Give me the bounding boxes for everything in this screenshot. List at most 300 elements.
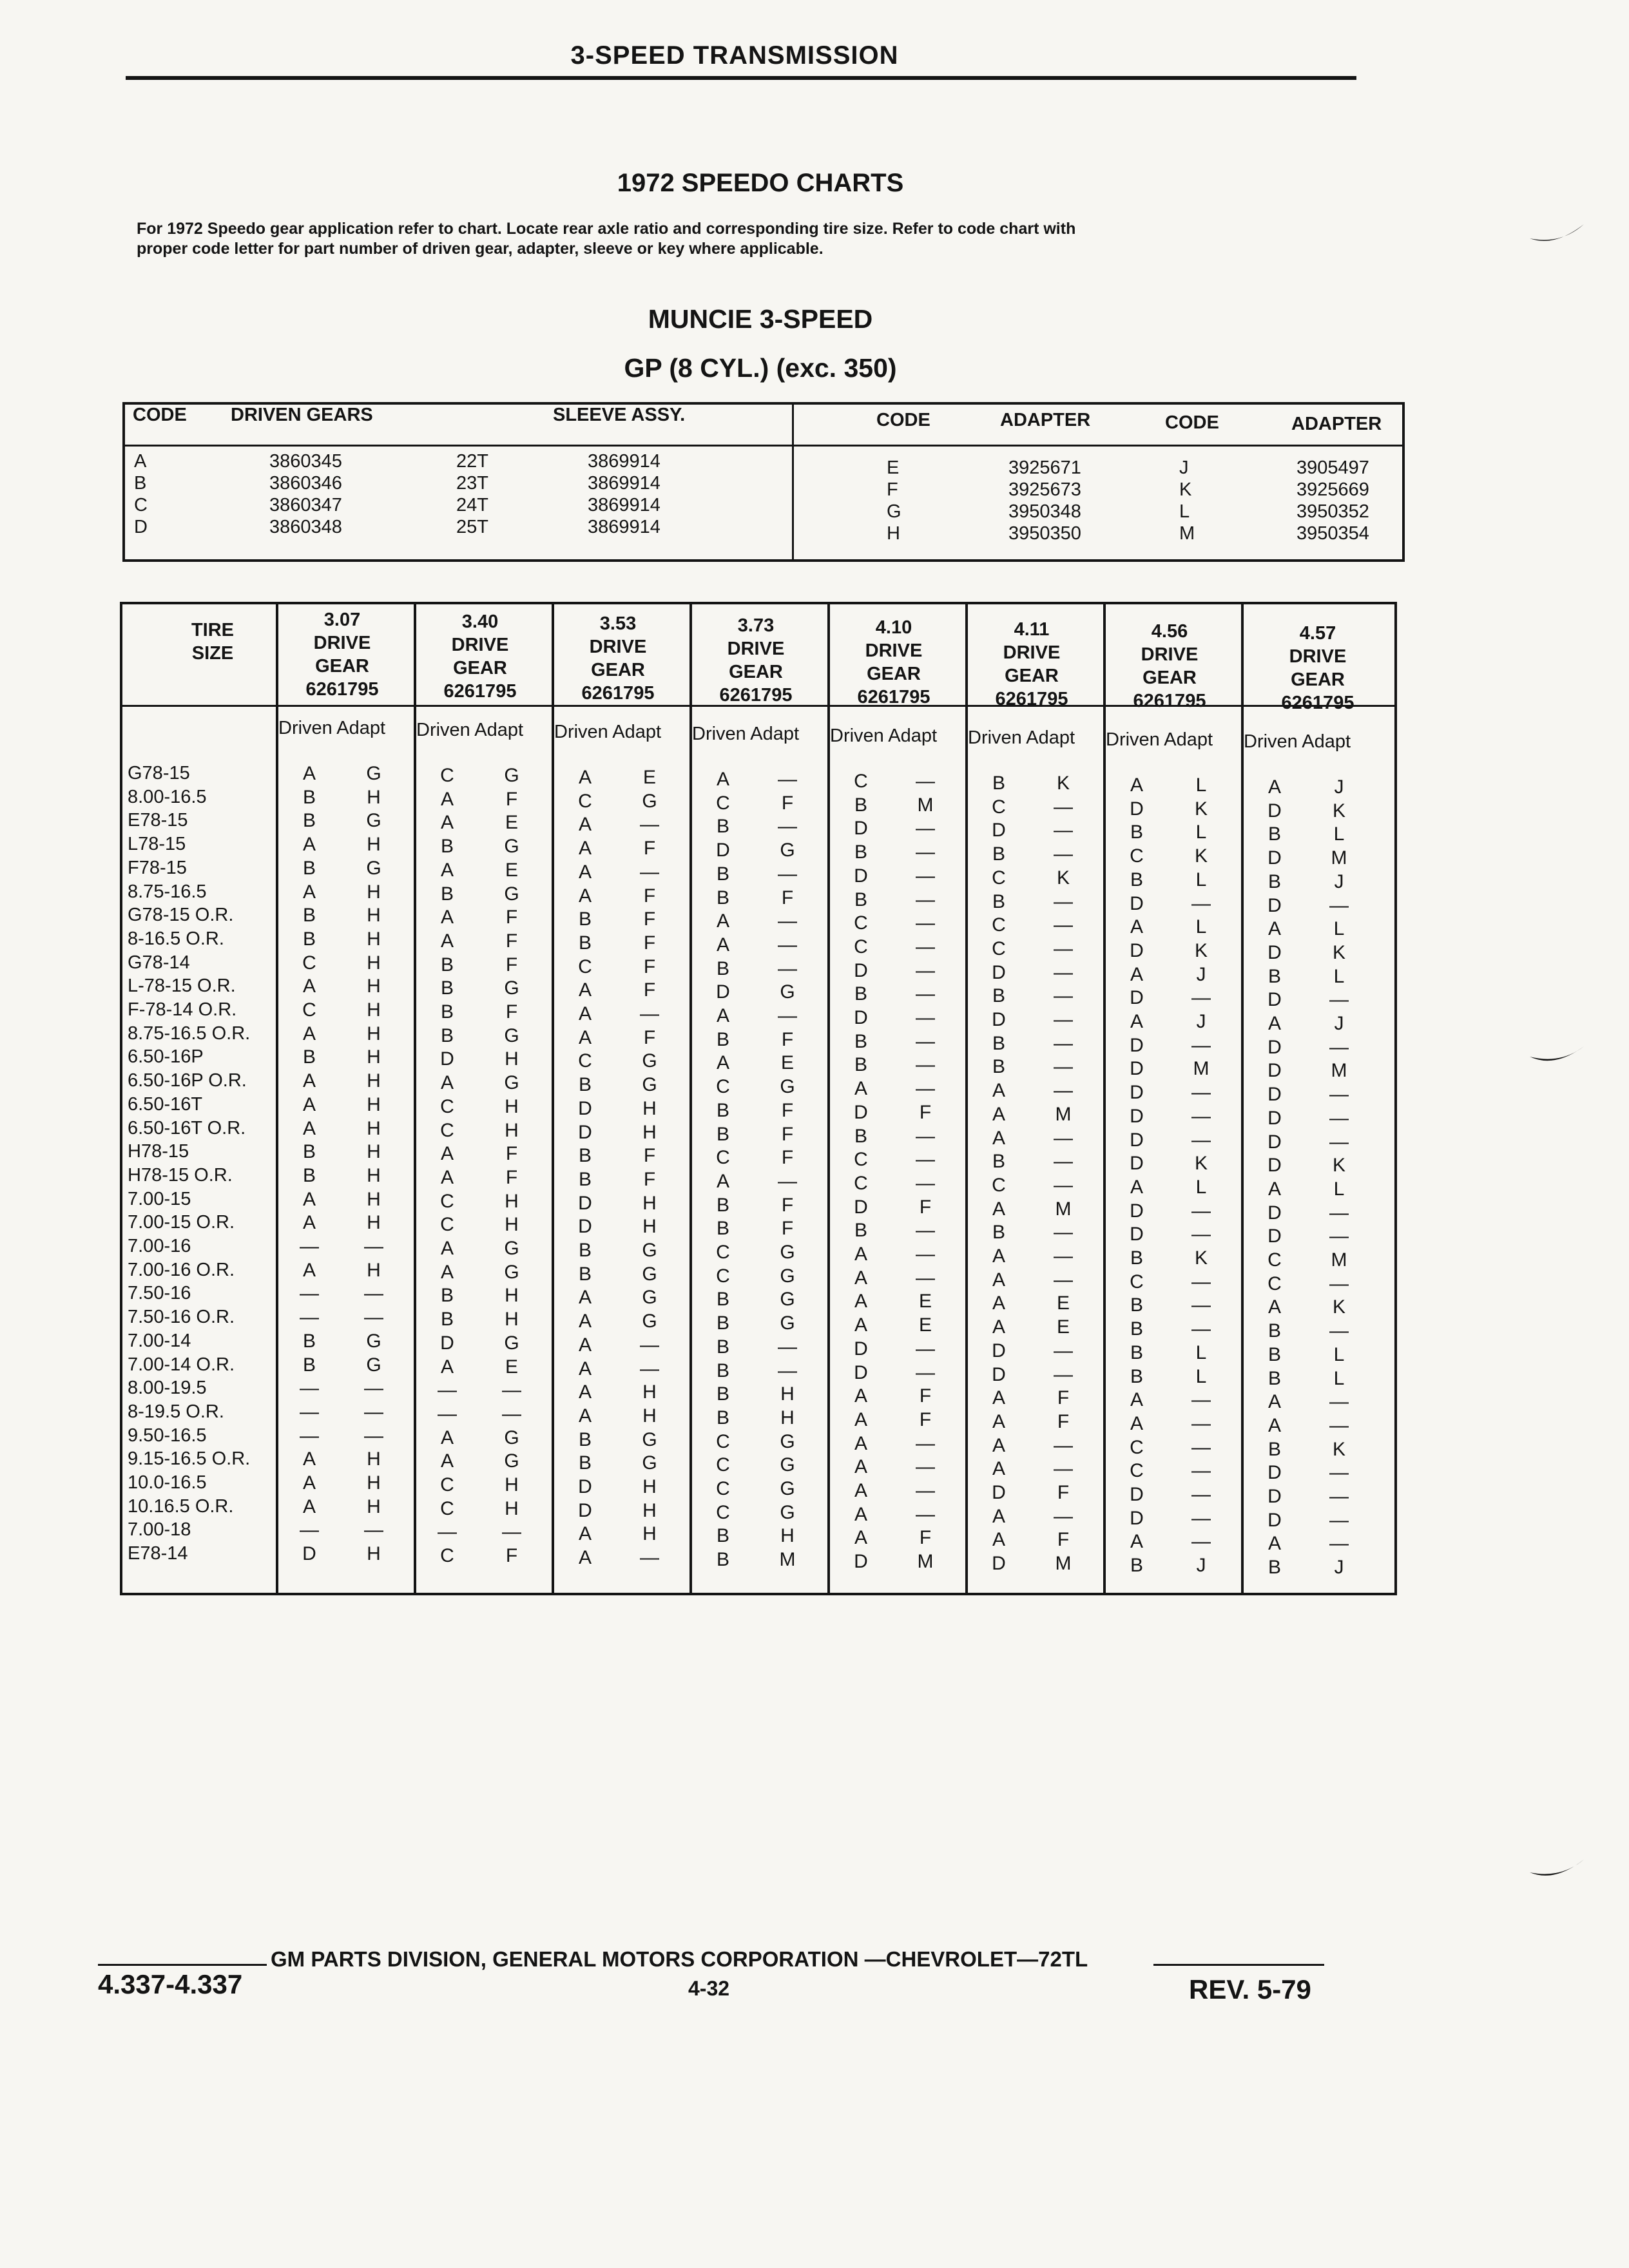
driven-code-cell: A [992,1529,1005,1551]
intro-line-1: For 1972 Speedo gear application refer to chart. Locate rear axle ratio and corresponding tire size. Refer to code chart with [137,220,1076,238]
driven-code-cell: D [1268,1060,1282,1082]
adapter-code-cell: H [642,1216,657,1238]
driven-adapt-subheader: Driven Adapt [1106,729,1213,750]
tire-size-cell: 7.50-16 [128,1283,191,1304]
adapter-code-cell: K [1332,941,1345,963]
adapter-code-cell: L [1195,774,1207,796]
adapter-code-cell: — [1054,1127,1073,1149]
footer-rule-left [98,1964,267,1966]
driven-code-cell: D [1130,1082,1144,1104]
driven-code-cell: A [854,1432,867,1454]
driven-code-cell: B [992,1032,1005,1054]
tire-size-cell: 9.15-16.5 O.R. [128,1448,251,1470]
driven-code-cell: B [134,473,147,494]
driven-code-cell: A [1268,1391,1281,1413]
driven-code-cell: A [302,1495,316,1517]
adapter-code-cell: — [916,1007,935,1028]
driven-code-cell: B [854,1054,867,1076]
driven-code-cell: A [716,934,729,956]
driven-code-cell: D [1130,987,1144,1009]
driven-code-cell: D [854,1101,868,1123]
driven-code-cell: A [578,767,592,788]
driven-code-cell: C [302,999,316,1021]
adapter-code-cell: G [642,1428,657,1450]
tire-size-cell: E78-15 [128,810,188,831]
driven-code-cell: B [578,908,592,930]
adapter-code-cell: H [367,905,381,927]
driven-code-cell: A [578,861,592,883]
drive-gear-header-part: 6261795 [581,683,655,704]
adapter-code-cell: — [1054,1151,1073,1173]
driven-code-cell: — [300,1283,319,1305]
adapter-code-cell: G [366,1354,381,1376]
driven-code-cell: B [302,1354,316,1376]
adapter-code-cell: H [642,1476,657,1497]
driven-code-cell: D [992,1340,1006,1361]
adapter-code-cell: — [1329,1320,1349,1342]
driven-code-cell: A [302,763,316,784]
adapter-code-cell: F [781,1123,794,1145]
adapter-code-cell: F [919,1101,932,1123]
driven-code-cell: A [1130,916,1143,938]
adapter-code-cell: J [1196,963,1206,985]
adapter-code-cell: — [1054,985,1073,1007]
tire-size-cell: H78-15 [128,1141,189,1162]
tire-size-cell: 6.50-16P O.R. [128,1070,247,1091]
driven-code-cell: D [992,961,1006,983]
driven-code-cell: D [1268,1462,1282,1484]
drive-gear-header-drive: DRIVE [589,637,647,657]
tire-size-cell: 7.00-14 [128,1330,191,1351]
adapter-code-cell: — [1329,1225,1349,1247]
adapter-code-cell: G [504,1238,519,1259]
speedo-column-line [827,604,830,1593]
adapter-code-cell: 3925673 [1008,479,1081,500]
adapter-code-cell: — [1329,1391,1349,1413]
tire-size-cell: 8.00-16.5 [128,786,207,807]
adapter-code-cell: L [1195,869,1207,890]
adapter-code-cell: H [505,1048,519,1070]
driven-code-cell: D [1268,1036,1282,1058]
driven-code-cell: A [716,910,729,932]
driven-code-cell: A [440,1238,454,1259]
adapter-code-cell: — [1054,1505,1073,1527]
tire-size-cell: 7.00-15 [128,1188,191,1209]
adapter-code-cell: F [643,1168,656,1190]
tire-size-cell: 6.50-16T O.R. [128,1117,246,1139]
driven-code-cell: D [1130,1058,1144,1080]
adapter-code-cell: L [1195,1176,1207,1198]
adapter-code-cell: M [1055,1103,1072,1125]
drive-gear-header-ratio: 4.10 [875,617,912,638]
driven-code-cell: A [302,1212,316,1234]
driven-code-cell: A [440,1450,454,1472]
drive-gear-header-7 [1101,620,1239,713]
speedo-column-line [276,604,278,1593]
adapter-code-cell: H [505,1309,519,1331]
adapter-code-cell: H [367,786,381,808]
adapter-code-cell: E [1056,1293,1070,1314]
adapter-code-cell: — [1329,1131,1349,1153]
drive-gear-header-drive: DRIVE [1141,644,1199,665]
driven-code-cell: B [578,1452,592,1474]
adapter-code-cell: J [1196,1011,1206,1032]
adapter-code-cell: 3905497 [1296,457,1369,478]
driven-code-cell: B [1130,869,1143,890]
adapter-code-cell: H [642,1381,657,1403]
driven-code-cell: A [578,814,592,836]
adapter-code-cell: — [1054,1458,1073,1480]
adapter-code-cell: J [1334,870,1344,892]
adapter-code-cell: H [642,1523,657,1545]
driven-code-cell: B [716,1312,729,1334]
tire-size-cell: 8.75-16.5 [128,881,207,902]
driven-code-cell: C [992,867,1006,889]
driven-code-cell: B [1130,822,1143,843]
adapter-code-cell: G [642,1311,657,1332]
driven-code-cell: B [716,1218,729,1240]
adapter-code-cell: J [1334,776,1344,798]
driven-code-cell: B [302,810,316,832]
driven-code-cell: B [302,1164,316,1186]
adapter-code-cell: — [1054,1340,1073,1361]
adapter-code-cell: K [1332,800,1345,822]
adapter-code-cell: — [1329,1462,1349,1484]
drive-gear-header-drive: DRIVE [1003,642,1061,663]
tire-size-cell: F-78-14 O.R. [128,999,237,1020]
drive-gear-header-drive: DRIVE [313,633,371,653]
adapter-code-cell: E [1056,1316,1070,1338]
driven-code-cell: B [440,1001,454,1023]
driven-code-cell: A [302,1448,316,1470]
adapter-code-cell: G [642,1050,657,1072]
adapter-code-cell: K [1194,845,1208,867]
driven-code-cell: C [1268,1249,1282,1271]
adapter-code-cell: L [1195,916,1207,938]
driven-code-cell: B [716,863,729,885]
driven-code-cell: B [1268,1367,1281,1389]
driven-code-cell: A [578,1311,592,1332]
driven-code-cell: D [578,1097,592,1119]
adapter-code-cell: F [505,1166,518,1188]
adapter-code-cell: — [1054,1080,1073,1102]
driven-code-cell: B [578,1240,592,1261]
driven-code-cell: D [302,1543,316,1565]
driven-code-cell: B [302,1046,316,1068]
adapter-code-cell: — [502,1521,521,1543]
adapter-code-cell: L [1333,918,1345,940]
driven-code-cell: A [1130,1389,1143,1411]
driven-gears-header: DRIVEN GEARS [231,405,373,425]
adapter-code-cell: G [642,1240,657,1261]
driven-code-cell: A [854,1456,867,1478]
adapter-code-cell: — [916,1054,935,1076]
adapter-code-cell: G [366,1330,381,1352]
driven-adapt-subheader: Driven Adapt [692,724,800,744]
adapter-code-cell: F [505,930,518,952]
drive-gear-header-4 [687,614,825,707]
driven-code-cell: D [716,840,730,861]
tire-header-line-2: SIZE [191,643,234,664]
adapter-code-cell: G [780,1242,795,1263]
footer-revision: REV. 5-79 [1189,1974,1311,2004]
driven-code-cell: A [854,1527,867,1549]
driven-code-cell: B [716,1360,729,1381]
adapter-code-cell: F [505,954,518,975]
adapter-code-cell: E [780,1052,794,1074]
driven-code-cell: C [716,1430,730,1452]
drive-gear-header-ratio: 3.53 [599,613,637,634]
driven-code-cell: C [854,912,868,934]
drive-gear-header-gear: GEAR [1005,666,1059,686]
adapter-code-cell: M [1179,523,1195,544]
adapter-code-cell: — [1191,1389,1211,1411]
adapter-code-cell: — [1191,1200,1211,1222]
header-rule [126,76,1356,80]
adapter-code-cell: L [1195,822,1207,843]
adapter-code-cell: E [887,457,900,478]
driven-code-cell: D [1130,939,1144,961]
adapter-code-cell: H [367,1543,381,1565]
adapter-code-cell: K [1194,1247,1208,1269]
adapter-code-cell: G [642,1263,657,1285]
driven-code-cell: D [1268,1084,1282,1106]
adapter-code-cell: 3925669 [1296,479,1369,500]
drive-gear-header-gear: GEAR [591,660,645,680]
tire-size-cell: 6.50-16P [128,1046,204,1068]
adapter-code-cell: G [366,810,381,832]
driven-code-cell: C [440,1545,454,1567]
driven-code-cell: C [992,914,1006,936]
adapter-code-cell: — [778,1005,797,1026]
drive-gear-header-gear: GEAR [1142,668,1197,688]
driven-code-cell: B [716,1194,729,1216]
adapter-code-cell: F [643,908,656,930]
tire-size-cell: 8.75-16.5 O.R. [128,1023,251,1044]
driven-code-cell: A [992,1198,1005,1220]
adapter-code-cell: G [504,836,519,858]
code-table-header-rule [125,445,1402,447]
adapter-code-cell: F [505,907,518,928]
adapter-code-cell: — [916,771,935,792]
speedo-column-line [552,604,554,1593]
drive-gear-header-ratio: 3.73 [737,615,775,636]
driven-code-cell: A [578,1334,592,1356]
driven-code-cell: B [1268,965,1281,987]
drive-gear-header-2 [411,610,549,703]
speedo-column-line [414,604,416,1593]
driven-code-cell: A [854,1267,867,1289]
driven-code-cell: 3869914 [588,473,660,494]
adapter-code-cell: 3950350 [1008,523,1081,544]
adapter-code-cell: H [642,1499,657,1521]
adapter-code-cell: J [1334,1557,1344,1579]
driven-code-cell: B [440,1024,454,1046]
adapter-code-cell: H [367,1093,381,1115]
tire-size-cell: 7.00-15 O.R. [128,1212,235,1233]
adapter-code-cell: — [640,1547,659,1569]
adapter-code-cell: G [780,1454,795,1476]
driven-code-cell: B [578,1145,592,1167]
adapter-code-cell: F [781,792,794,814]
adapter-code-cell: — [1054,1269,1073,1291]
driven-code-cell: D [1130,1507,1144,1529]
driven-code-cell: B [440,954,454,975]
adapter-code-cell: H [367,1259,381,1281]
adapter-code-cell: E [505,859,518,881]
adapter-code-cell: H [367,1212,381,1234]
driven-code-cell: A [992,1505,1005,1527]
driven-code-cell: D [1268,1486,1282,1507]
driven-code-cell: D [1130,1200,1144,1222]
adapter-code-cell: L [1333,1343,1345,1365]
adapter-code-cell: H [505,1119,519,1141]
driven-code-cell: B [440,1309,454,1331]
adapter-code-cell: G [504,1332,519,1354]
adapter-code-cell: — [1329,1414,1349,1436]
driven-code-cell: B [578,932,592,954]
adapter-code-cell: — [1191,1224,1211,1245]
adapter-code-cell: G [504,1261,519,1283]
adapter-code-cell: — [1191,1436,1211,1458]
driven-code-cell: A [440,1356,454,1378]
adapter-code-cell: — [916,889,935,910]
driven-code-cell: A [578,1547,592,1569]
speedo-column-line [689,604,692,1593]
driven-code-cell: B [1268,823,1281,845]
adapter-code-cell: G [780,981,795,1003]
footer-page-number: 4-32 [688,1977,730,2000]
adapter-code-cell: — [1329,1533,1349,1555]
driven-code-cell: A [440,907,454,928]
adapter-code-cell: — [1329,1202,1349,1224]
driven-code-cell: C [716,1265,730,1287]
adapter-code-cell: F [781,1218,794,1240]
driven-code-cell: C [716,1478,730,1499]
driven-code-cell: A [578,1381,592,1403]
driven-code-cell: D [992,1482,1006,1503]
adapter-code-cell: F [505,1143,518,1165]
adapter-code-cell: H [367,834,381,856]
adapter-code-cell: — [916,865,935,887]
drive-gear-header-ratio: 3.07 [323,610,361,630]
driven-code-cell: D [1268,989,1282,1011]
driven-code-cell: D [1130,1034,1144,1056]
adapter-code-cell: — [916,1125,935,1147]
adapter-code-cell: K [1194,1153,1208,1175]
driven-code-cell: C [992,937,1006,959]
adapter-code-cell: M [1193,1058,1210,1080]
driven-code-cell: D [578,1216,592,1238]
driven-code-cell: B [992,843,1005,865]
adapter-code-cell: — [1054,1174,1073,1196]
tire-size-cell: 10.16.5 O.R. [128,1495,234,1517]
adapter-code-cell: — [1329,1084,1349,1106]
driven-code-cell: B [992,985,1005,1007]
driven-code-cell: D [992,1009,1006,1030]
binder-mark-icon [1528,1856,1586,1888]
drive-gear-header-3 [549,612,687,705]
driven-code-cell: B [1130,1318,1143,1340]
driven-code-cell: C [1268,1273,1282,1294]
tire-size-cell: 9.50-16.5 [128,1425,207,1446]
driven-code-cell: C [440,1119,454,1141]
adapter-code-cell: — [916,1361,935,1383]
driven-code-cell: C [440,1190,454,1212]
driven-code-cell: D [578,1121,592,1143]
driven-code-cell: B [302,928,316,950]
adapter-code-cell: M [1331,1249,1347,1271]
driven-code-cell: C [1130,1460,1144,1482]
driven-code-cell: A [854,1078,867,1100]
drive-gear-header-gear: GEAR [1291,669,1345,690]
driven-code-cell: B [1130,1555,1143,1577]
driven-code-cell: — [300,1307,319,1329]
driven-code-cell: A [854,1291,867,1312]
adapter-code-cell: — [640,1358,659,1379]
adapter-code-cell: — [1191,987,1211,1009]
driven-code-cell: D [1130,1224,1144,1245]
tire-size-cell: L78-15 [128,834,186,855]
driven-code-cell: D [854,1007,868,1028]
driven-adapt-subheader: Driven Adapt [278,718,386,738]
tire-header-line-1: TIRE [191,620,235,640]
driven-code-cell: D [1130,1484,1144,1505]
adapter-code-cell: H [367,1023,381,1044]
tire-size-cell: 8-16.5 O.R. [128,928,224,949]
adapter-code-cell: J [1179,457,1189,478]
driven-code-cell: A [440,812,454,834]
adapter-code-cell: — [1191,1129,1211,1151]
adapter-code-cell: G [780,1312,795,1334]
driven-code-cell: B [854,1220,867,1242]
adapter-code-cell: F [505,1001,518,1023]
adapter-code-cell: — [1054,1056,1073,1078]
adapter-code-cell: H [367,999,381,1021]
tire-size-cell: 8.00-19.5 [128,1378,207,1399]
driven-code-cell: B [716,887,729,908]
adapter-code-cell: K [1056,773,1070,794]
adapter-code-cell: K [1194,939,1208,961]
adapter-code-cell: L [1195,1365,1207,1387]
speedo-column-line [1103,604,1106,1593]
driven-code-cell: A [302,1117,316,1139]
driven-code-cell: 3869914 [588,517,660,537]
adapter-code-cell: — [364,1283,383,1305]
adapter-code-header-1: CODE [876,410,930,430]
driven-code-cell: A [302,1472,316,1494]
adapter-code-cell: — [778,1336,797,1358]
adapter-code-cell: F [1057,1482,1070,1503]
code-table-divider [792,405,794,559]
driven-code-cell: D [440,1332,454,1354]
adapter-code-cell: — [916,1456,935,1478]
driven-code-cell: A [1130,1176,1143,1198]
tire-size-cell: 7.00-16 O.R. [128,1259,235,1280]
adapter-header-1: ADAPTER [1000,410,1091,430]
driven-code-cell: D [440,1048,454,1070]
drive-gear-header-gear: GEAR [315,656,369,677]
adapter-code-cell: — [1191,1271,1211,1293]
driven-code-cell: B [716,1336,729,1358]
driven-code-cell: A [1130,963,1143,985]
driven-code-cell: C [992,796,1006,818]
driven-code-cell: B [1130,1294,1143,1316]
driven-code-cell: A [1268,918,1281,940]
driven-code-cell: 3860345 [269,451,342,472]
drive-gear-header-gear: GEAR [867,664,921,684]
tire-size-cell: G78-15 [128,763,190,783]
